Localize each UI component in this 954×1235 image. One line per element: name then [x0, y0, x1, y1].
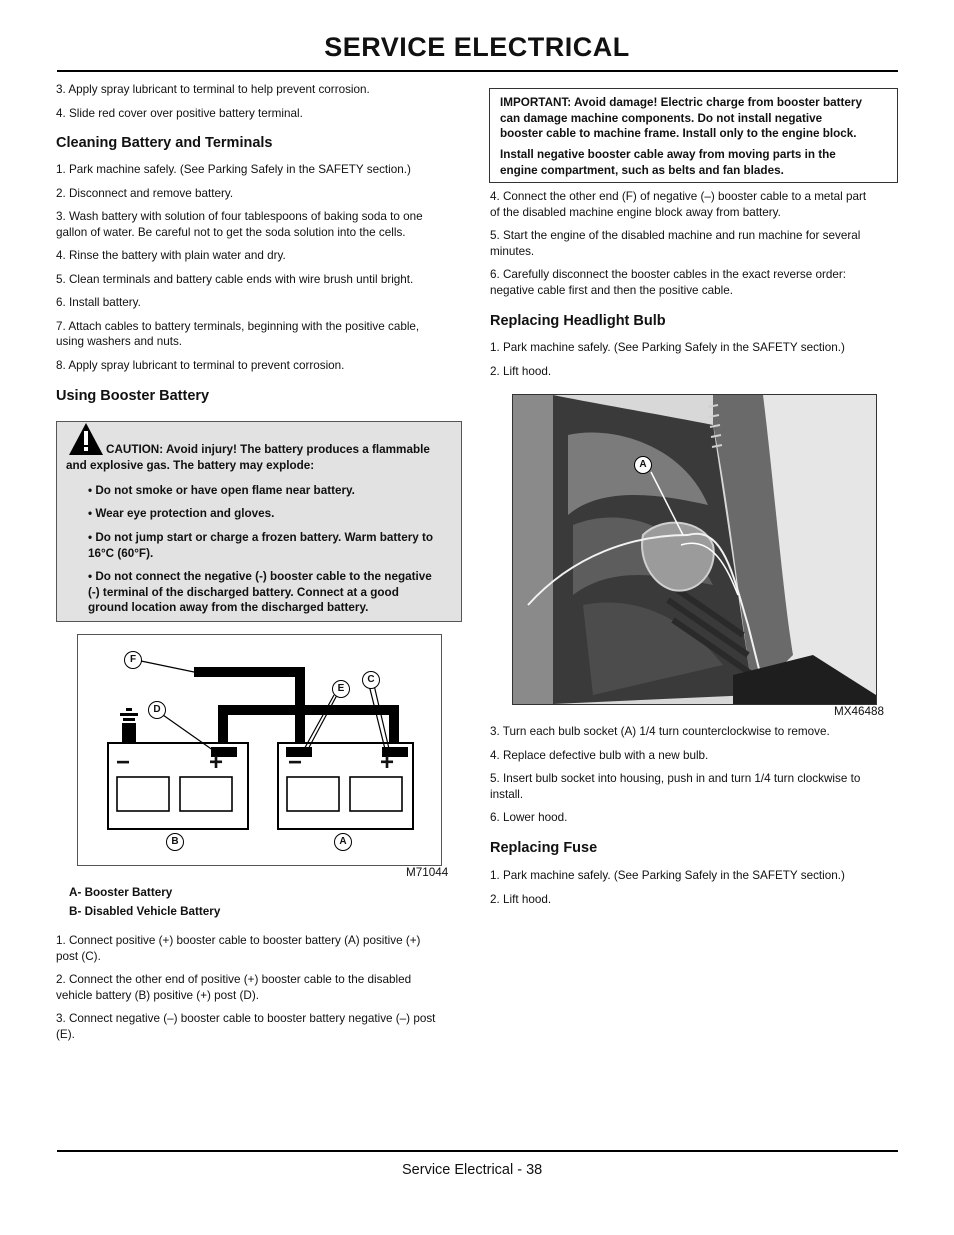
section-heading: Using Booster Battery [56, 388, 210, 404]
caution-bullet: • Do not jump start or charge a frozen battery. Warm battery to 16°C (60°F). [88, 531, 434, 560]
step-text: 1. Connect positive (+) booster cable to booster battery (A) positive (+) post (C). [56, 934, 421, 963]
step-text: 5. Insert bulb socket into housing, push in and turn 1/4 turn clockwise to install. [490, 772, 861, 801]
caution-bullet: • Do not smoke or have open flame near battery. [88, 484, 355, 497]
page-footer: Service Electrical - 38 [402, 1162, 543, 1178]
section-headlight [490, 314, 900, 330]
photo-code: MX46488 [834, 705, 885, 718]
section-heading: Replacing Fuse [490, 840, 598, 856]
booster-diagram [77, 634, 442, 866]
step-text: 4. Slide red cover over positive battery terminal. [56, 106, 303, 120]
header-rule [57, 70, 898, 72]
callout-c: C [362, 671, 380, 689]
step-text: 2. Lift hood. [490, 892, 552, 906]
step-text: 4. Rinse the battery with plain water and dry. [56, 249, 286, 262]
minus-sign: − [288, 749, 303, 776]
fuse-steps [490, 868, 900, 915]
important-box [489, 88, 898, 183]
page-title: SERVICE ELECTRICAL [324, 32, 630, 62]
callout-e: E [332, 680, 350, 698]
legend-item: B- Disabled Vehicle Battery [69, 905, 221, 918]
headlight-steps-cont [490, 724, 900, 834]
step-text: 3. Turn each bulb socket (A) 1/4 turn counterclockwise to remove. [490, 725, 830, 738]
left-column [56, 82, 466, 129]
figure-code: M71044 [406, 866, 449, 879]
cleaning-steps [56, 162, 466, 381]
callout-a: A [334, 833, 352, 851]
caution-bullet: • Wear eye protection and gloves. [88, 507, 275, 520]
caution-bullet: • Do not connect the negative (-) booster cable to the negative (-) terminal of the discharged battery. Connect at a good ground location away from the discharged battery. [88, 570, 432, 614]
caution-text: CAUTION: Avoid injury! The battery produces a flammable and explosive gas. The battery may explode: [66, 443, 430, 472]
headlight-photo [512, 394, 877, 705]
step-text: 6. Carefully disconnect the booster cables in the exact reverse order: negative cable first and then the positive cable. [490, 268, 847, 297]
step-text: 1. Park machine safely. (See Parking Safely in the SAFETY section.) [490, 341, 845, 354]
plus-sign: + [380, 749, 395, 776]
legend-item: A- Booster Battery [69, 886, 173, 899]
important-text: IMPORTANT: Avoid damage! Electric charge from booster battery can damage machine components. Do not install negative booster cable to machine frame. Install only to the engine block. [500, 96, 862, 140]
plus-sign: + [209, 749, 224, 776]
step-text: 5. Clean terminals and battery cable ends with wire brush until bright. [56, 272, 414, 286]
important-text: Install negative booster cable away from moving parts in the engine compartment, such as belts and fan blades. [500, 148, 836, 177]
callout-d: D [148, 701, 166, 719]
headlight-photo-drawing [513, 395, 876, 704]
step-text: 5. Start the engine of the disabled machine and run machine for several minutes. [490, 229, 861, 258]
booster-steps-cont [490, 189, 900, 306]
step-text: 2. Lift hood. [490, 364, 552, 378]
headlight-steps [490, 340, 900, 387]
step-text: 3. Apply spray lubricant to terminal to help prevent corrosion. [56, 83, 370, 96]
step-text: 2. Connect the other end of positive (+) booster cable to the disabled vehicle battery (B) positive (+) post (D). [56, 973, 412, 1002]
section-heading: Replacing Headlight Bulb [490, 313, 666, 329]
step-text: 6. Install battery. [56, 296, 141, 309]
footer-rule [57, 1150, 898, 1152]
step-text: 6. Lower hood. [490, 811, 568, 824]
callout-b: B [166, 833, 184, 851]
step-text: 8. Apply spray lubricant to terminal to prevent corrosion. [56, 358, 345, 372]
caution-box [56, 421, 462, 622]
step-text: 4. Connect the other end (F) of negative (–) booster cable to a metal part of the disabled machine engine block away from battery. [490, 190, 867, 219]
step-text: 1. Park machine safely. (See Parking Safely in the SAFETY section.) [56, 163, 411, 176]
booster-steps [56, 933, 466, 1050]
callout-f: F [124, 651, 142, 669]
section-booster [56, 389, 466, 405]
step-text: 1. Park machine safely. (See Parking Safely in the SAFETY section.) [490, 869, 845, 882]
minus-sign: − [116, 749, 131, 776]
callout-a: A [634, 456, 652, 474]
step-text: 7. Attach cables to battery terminals, beginning with the positive cable, using washers and nuts. [56, 319, 420, 348]
step-text: 3. Wash battery with solution of four tablespoons of baking soda to one gallon of water. Be careful not to get the soda solution into the cells. [56, 210, 423, 239]
step-text: 3. Connect negative (–) booster cable to booster battery negative (–) post (E). [56, 1012, 436, 1041]
step-text: 2. Disconnect and remove battery. [56, 186, 234, 200]
step-text: 4. Replace defective bulb with a new bulb. [490, 748, 709, 762]
section-fuse [490, 841, 900, 857]
section-heading: Cleaning Battery and Terminals [56, 135, 273, 151]
section-cleaning [56, 136, 466, 152]
